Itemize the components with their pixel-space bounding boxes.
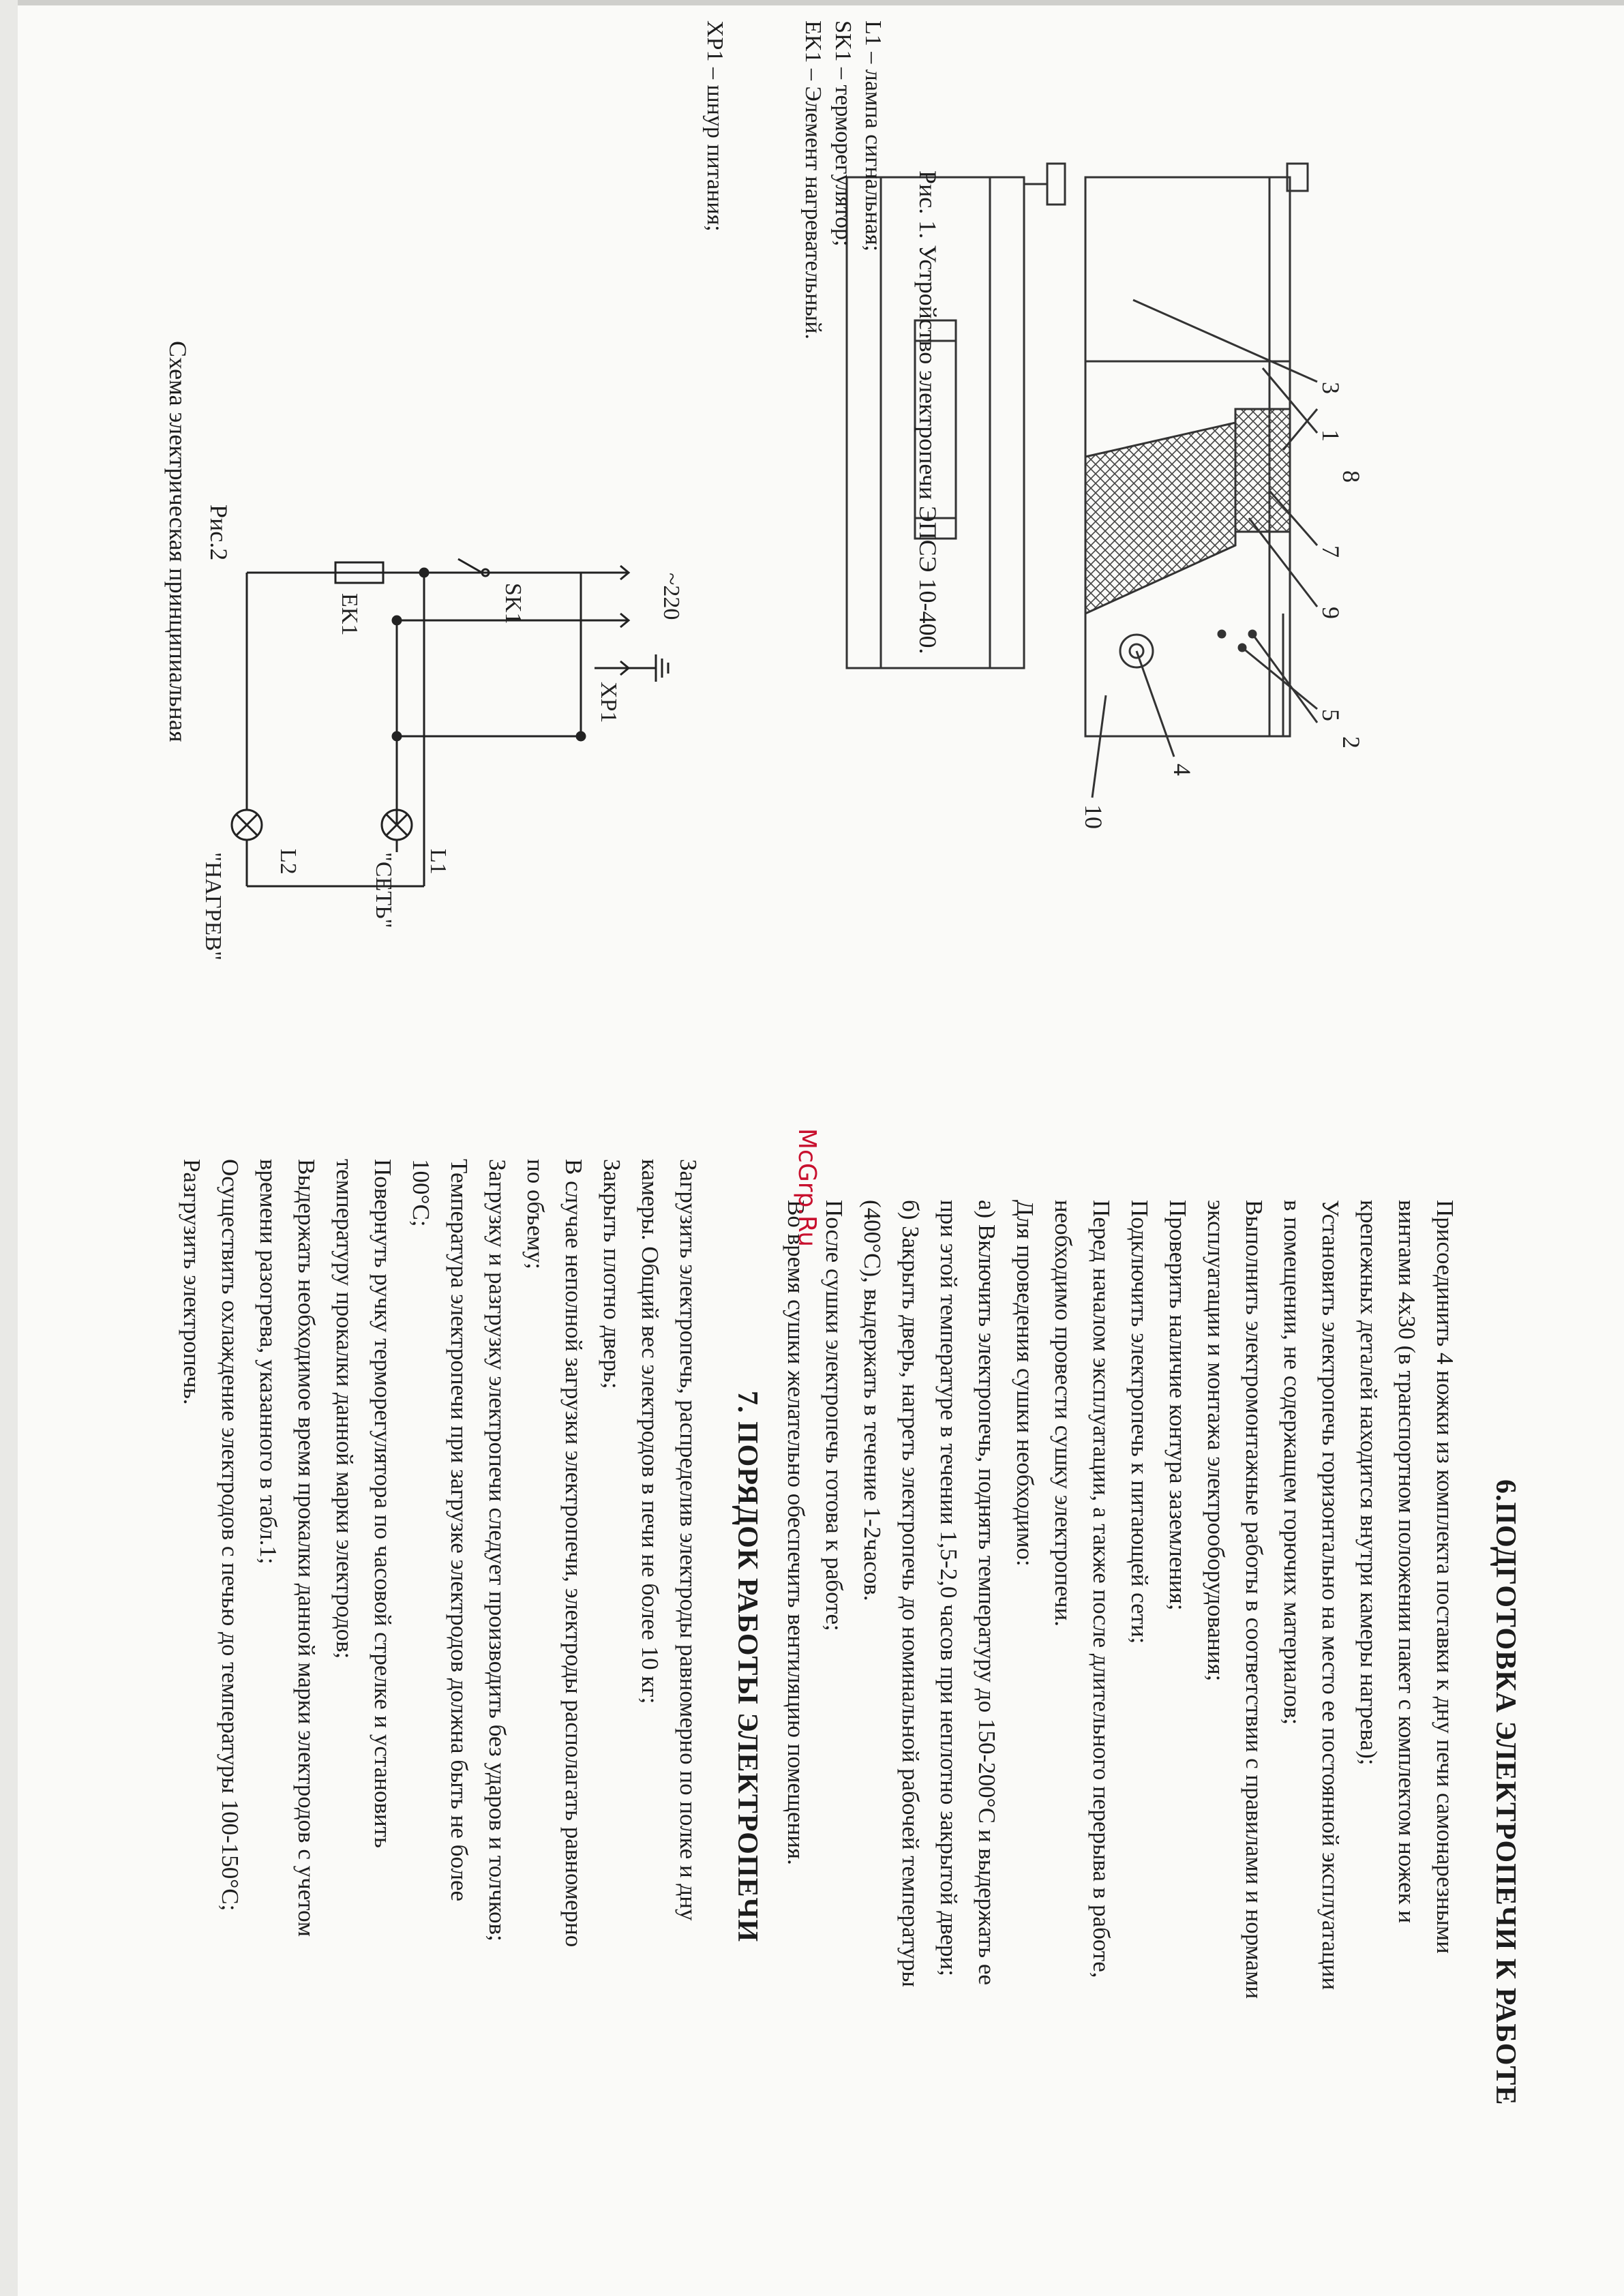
section6-line: Выполнить электромонтажные работы в соответствии с правилами и нормами (1241, 1200, 1267, 1999)
junction-dot (577, 732, 585, 740)
section6-line: Для проведения сушки необходимо: (1012, 1200, 1038, 1567)
section7-line: Выдержать необходимое время прокалки данной марки электродов с учетом (293, 1159, 320, 1937)
label-set: "СЕТЬ" (371, 852, 396, 928)
section6-line: винтами 4х30 (в транспортном положении пакет с комплектом ножек и (1394, 1200, 1420, 1924)
fig1-caption: Рис. 1. Устройство электропечи ЭПСЭ 10-400. (914, 170, 942, 654)
section6-line: Установить электропечь горизонтально на место ее постоянной эксплуатации (1317, 1200, 1344, 1991)
section7-line: 100°С; (408, 1159, 434, 1227)
section6-line: крепежных деталей находится внутри камеры нагрева); (1355, 1200, 1382, 1766)
callout-9: 9 (1317, 607, 1344, 619)
legend-ek1: EK1 – Элемент нагревательный. (800, 20, 826, 339)
legend-sk1: SK1 – терморегулятор; (830, 20, 856, 247)
section7-line: температуру прокалки данной марки электродов; (331, 1159, 358, 1659)
section6-line: б) Закрыть дверь, нагреть электропечь до номинальной рабочей температуры (897, 1200, 924, 1987)
callout-8: 8 (1338, 470, 1365, 483)
label-sk1: SK1 (500, 583, 526, 624)
legend-l1: L1 – лампа сигнальная; (860, 20, 886, 252)
section6-line: Перед началом эксплуатации, а также после длительного перерыва в работе, (1088, 1200, 1115, 1978)
junction-dot (393, 732, 401, 740)
label-l1: L1 (425, 849, 451, 875)
section6-line: при этой температуре в течении 1,5-2,0 часов при неплотно закрытой двери; (935, 1200, 962, 1977)
label-xp1: XP1 (596, 682, 621, 723)
section7-line: Температура электропечи при загрузке электродов должна быть не более (446, 1159, 472, 1902)
section7-line: Загрузить электропечь, распределив электроды равномерно по полке и дну (675, 1159, 702, 1921)
callout-7: 7 (1317, 545, 1344, 558)
section6-line: Проверить наличие контура заземления; (1164, 1200, 1191, 1611)
label-l2: L2 (275, 849, 301, 875)
electrical-schematic (124, 532, 684, 961)
junction-dot (420, 569, 428, 577)
section6-line: (400°С), выдержать в течение 1-2часов. (859, 1200, 886, 1601)
fig2-caption-title: Схема электрическая принципиальная (164, 341, 192, 742)
section7-line: В случае неполной загрузки электропечи, электроды располагать равномерно (560, 1159, 587, 1948)
callout-2: 2 (1338, 736, 1365, 749)
section7-line: Повернуть ручку терморегулятора по часовой стрелке и установить (370, 1159, 396, 1848)
scan-bottom-edge (0, 0, 18, 2296)
callout-4: 4 (1169, 764, 1196, 776)
section6-line: а) Включить электропечь, поднять температуру до 150-200°С и выдержать ее (974, 1200, 1000, 1985)
watermark: McGrp.Ru (793, 1128, 821, 1248)
label-voltage: ~220 (659, 573, 684, 620)
section7-line: времени разогрева, указанного в табл.1; (255, 1159, 282, 1565)
section6-line: Во время сушки желательно обеспечить вентиляцию помещения. (783, 1200, 809, 1865)
section7-line: по объему; (522, 1159, 549, 1269)
section7-line: Загрузку и разгрузку электропечи следует производить без ударов и толчков; (484, 1159, 511, 1942)
section6-line: Присоединить 4 ножки из комплекта поставки к дну печи самонарезными (1432, 1200, 1458, 1954)
callout-3: 3 (1317, 382, 1344, 394)
callout-1: 1 (1317, 429, 1344, 442)
legend-xp1: XP1 – шнур питания; (702, 20, 727, 232)
scan-edge (0, 0, 1624, 5)
section7-line: Разгрузить электропечь. (179, 1159, 205, 1405)
section-7-title: 7. ПОРЯДОК РАБОТЫ ЭЛЕКТРОПЕЧИ (732, 1391, 763, 1943)
label-ek1: EK1 (337, 593, 362, 636)
label-nagrev: "НАГРЕВ" (200, 852, 226, 961)
section7-line: Осуществить охлаждение электродов с печью до температуры 100-150°С; (217, 1159, 243, 1912)
legend (700, 20, 888, 339)
section6-line: После сушки электропечь готова к работе; (821, 1200, 847, 1631)
section6-line: в помещении, не содержащем горючих материалов; (1279, 1200, 1306, 1725)
section-6-title: 6.ПОДГОТОВКА ЭЛЕКТРОПЕЧИ К РАБОТЕ (1490, 1479, 1521, 2106)
section6-line: Подключить электропечь к питающей сети; (1126, 1200, 1153, 1644)
callout-10: 10 (1080, 804, 1107, 829)
section6-line: необходимо провести сушку электропечи. (1050, 1200, 1077, 1627)
callout-5: 5 (1317, 709, 1344, 721)
section7-line: камеры. Общий вес электродов в печи не более 10 кг; (637, 1159, 663, 1704)
fig2-caption-num: Рис.2 (205, 504, 232, 561)
section7-line: Закрыть плотно дверь; (599, 1159, 625, 1389)
junction-dot (393, 616, 401, 624)
section6-line: эксплуатации и монтажа электрооборудования; (1203, 1200, 1229, 1682)
